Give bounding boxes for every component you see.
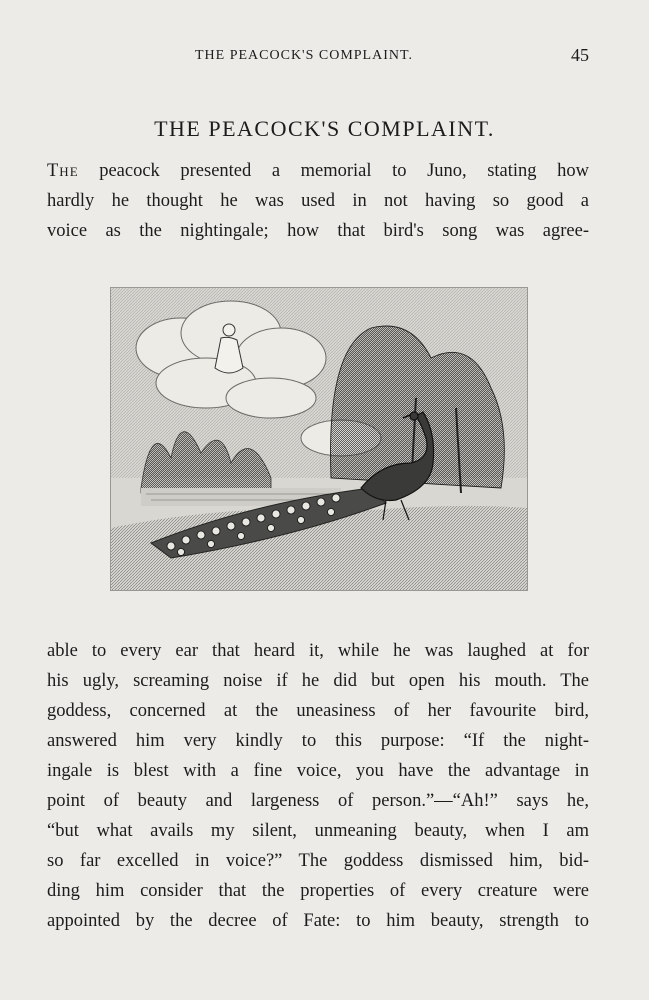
paragraph-opening [47,156,589,246]
text-line: his ugly, screaming noise if he did but open his mouth. The [47,671,589,691]
paragraph-continued [47,636,589,936]
text-line: “but what avails my silent, unmeaning beauty, when I am [47,821,589,841]
text-line: appointed by the decree of Fate: to him beauty, strength to [47,911,589,931]
running-title: THE PEACOCK'S COMPLAINT. [195,48,413,63]
running-head [0,45,649,68]
text-line: goddess, concerned at the uneasiness of her favourite bird, [47,701,589,721]
text-line: point of beauty and largeness of person.”—“Ah!” says he, [47,791,589,811]
text-line: answered him very kindly to this purpose: “If the night- [47,731,589,751]
text-line: ding him consider that the properties of every creature were [47,881,589,901]
text-line: voice as the nightingale; how that bird's song was agree- [47,221,589,241]
peacock-engraving-illustration [110,287,528,591]
text-line [47,156,589,186]
page-number: 45 [571,45,589,65]
text-line: hardly he thought he was used in not having so good a [47,191,589,211]
text-line: able to every ear that heard it, while he was laughed at for [47,641,589,661]
dropcap-word: The [47,161,79,181]
text-line: so far excelled in voice?” The goddess dismissed him, bid- [47,851,589,871]
peacock-engraving-icon [111,288,527,590]
chapter-title: THE PEACOCK'S COMPLAINT. [154,116,495,141]
text-line: ingale is blest with a fine voice, you have the advantage in [47,761,589,781]
text-line-content: peacock presented a memorial to Juno, stating how [78,161,589,181]
